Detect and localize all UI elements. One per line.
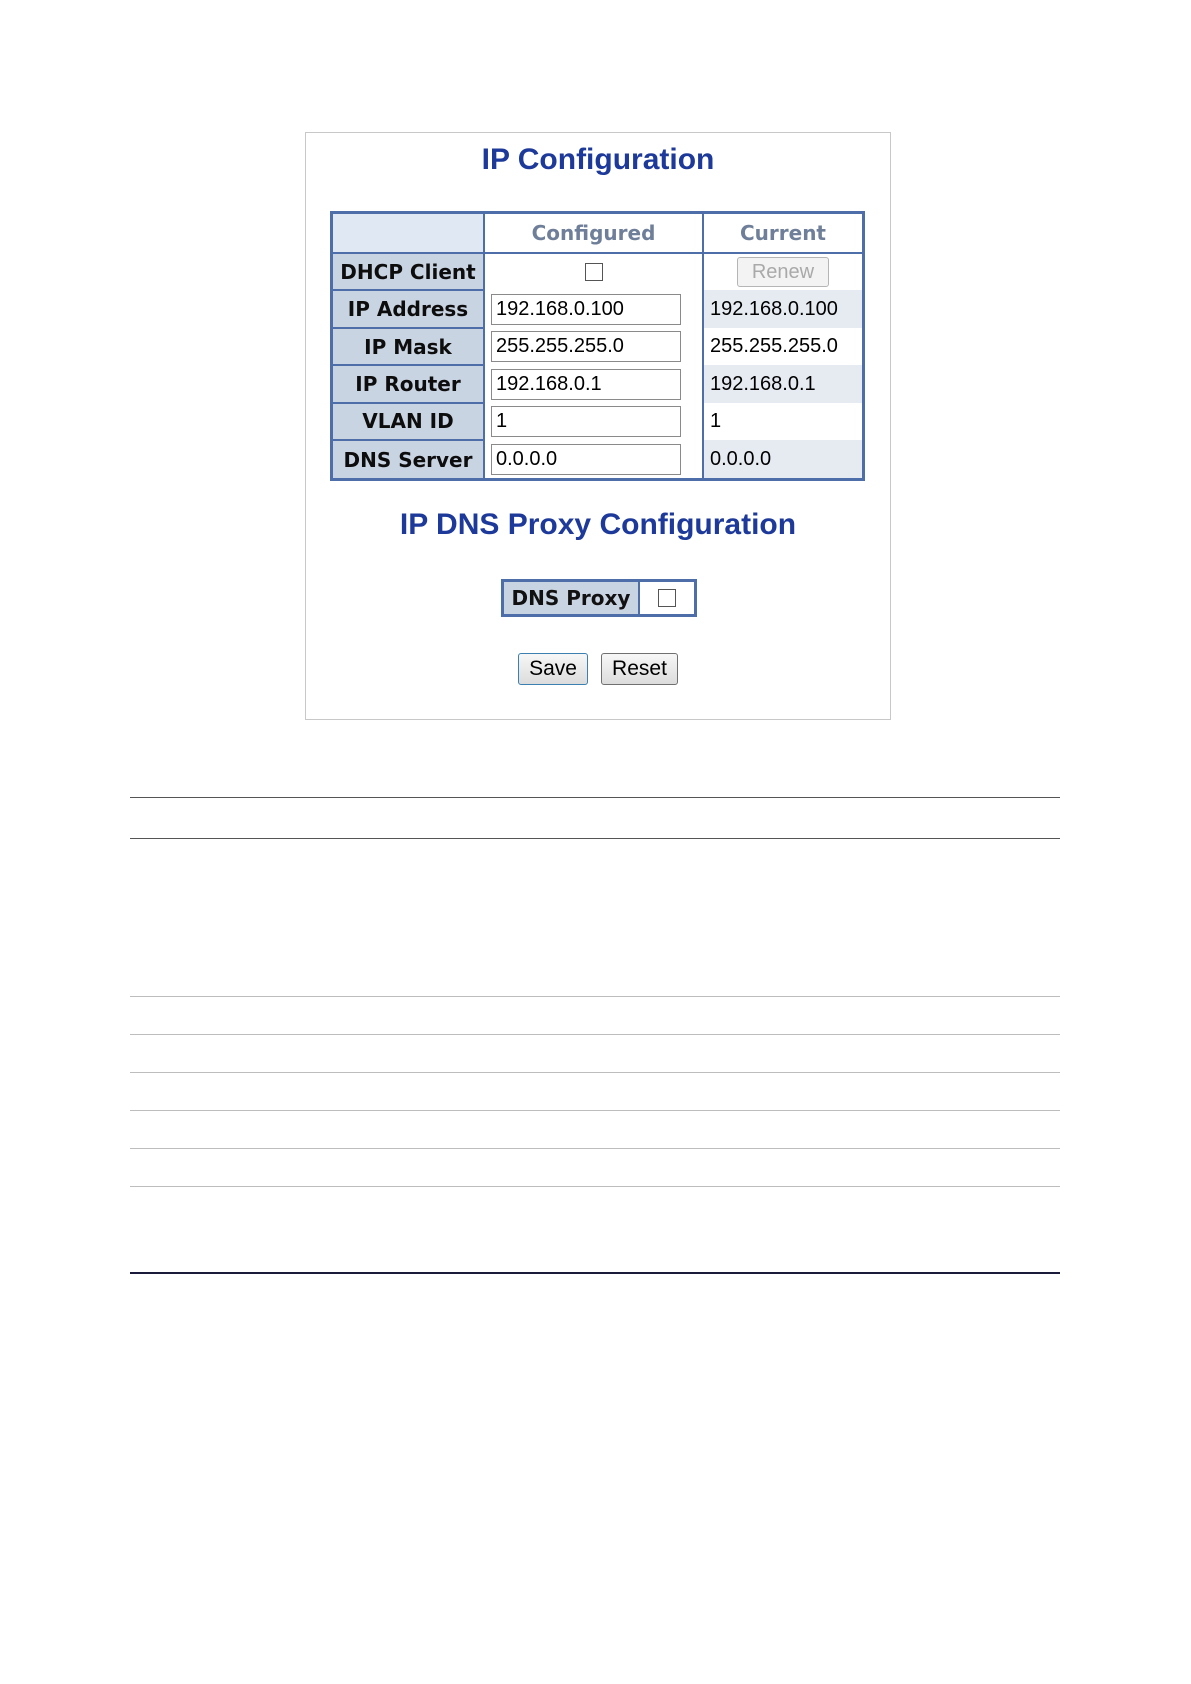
ip-configuration-table	[330, 211, 865, 481]
ip-router-cell	[484, 365, 703, 402]
row-ip-address	[332, 290, 864, 327]
divider-line	[130, 797, 1060, 798]
ip-address-input[interactable]	[491, 294, 681, 325]
vlan-id-current: 1	[703, 403, 864, 440]
divider-line	[130, 1148, 1060, 1149]
dns-proxy-label: DNS Proxy	[504, 582, 640, 614]
ip-mask-input[interactable]	[491, 331, 681, 362]
row-dns-server	[332, 440, 864, 479]
divider-line	[130, 838, 1060, 839]
dns-server-input[interactable]	[491, 444, 681, 475]
header-corner	[332, 213, 485, 254]
ip-address-cell	[484, 290, 703, 327]
row-label-ip-router: IP Router	[332, 365, 485, 402]
ip-mask-current: 255.255.255.0	[703, 328, 864, 365]
row-dhcp-client	[332, 253, 864, 290]
row-label-ip-mask: IP Mask	[332, 328, 485, 365]
divider-line	[130, 1034, 1060, 1035]
ip-address-current: 192.168.0.100	[703, 290, 864, 327]
renew-button[interactable]: Renew	[737, 257, 829, 287]
divider-line	[130, 996, 1060, 997]
divider-line	[130, 1110, 1060, 1111]
row-ip-mask	[332, 328, 864, 365]
dns-proxy-title: IP DNS Proxy Configuration	[399, 508, 797, 541]
vlan-id-input[interactable]	[491, 406, 681, 437]
row-label-dns-server: DNS Server	[332, 440, 485, 479]
dns-server-current: 0.0.0.0	[703, 440, 864, 479]
dns-proxy-box	[501, 579, 697, 617]
dns-proxy-checkbox[interactable]	[658, 589, 676, 607]
ip-configuration-title: IP Configuration	[481, 143, 715, 176]
row-label-dhcp-client: DHCP Client	[332, 253, 485, 290]
row-ip-router	[332, 365, 864, 402]
divider-line	[130, 1272, 1060, 1274]
ip-router-current: 192.168.0.1	[703, 365, 864, 402]
dns-proxy-cell	[640, 582, 694, 614]
divider-line	[130, 1186, 1060, 1187]
dhcp-current-cell	[703, 253, 864, 290]
row-label-ip-address: IP Address	[332, 290, 485, 327]
header-current: Current	[703, 213, 864, 254]
ip-configuration-panel	[305, 132, 891, 720]
dhcp-client-cell	[484, 253, 703, 290]
dhcp-client-checkbox[interactable]	[585, 263, 603, 281]
divider-line	[130, 1072, 1060, 1073]
form-buttons	[306, 653, 890, 685]
row-label-vlan-id: VLAN ID	[332, 403, 485, 440]
header-configured: Configured	[484, 213, 703, 254]
save-button[interactable]: Save	[518, 653, 588, 685]
ip-router-input[interactable]	[491, 369, 681, 400]
dns-server-cell	[484, 440, 703, 479]
vlan-id-cell	[484, 403, 703, 440]
table-header-row	[332, 213, 864, 254]
reset-button[interactable]: Reset	[601, 653, 678, 685]
ip-mask-cell	[484, 328, 703, 365]
row-vlan-id	[332, 403, 864, 440]
